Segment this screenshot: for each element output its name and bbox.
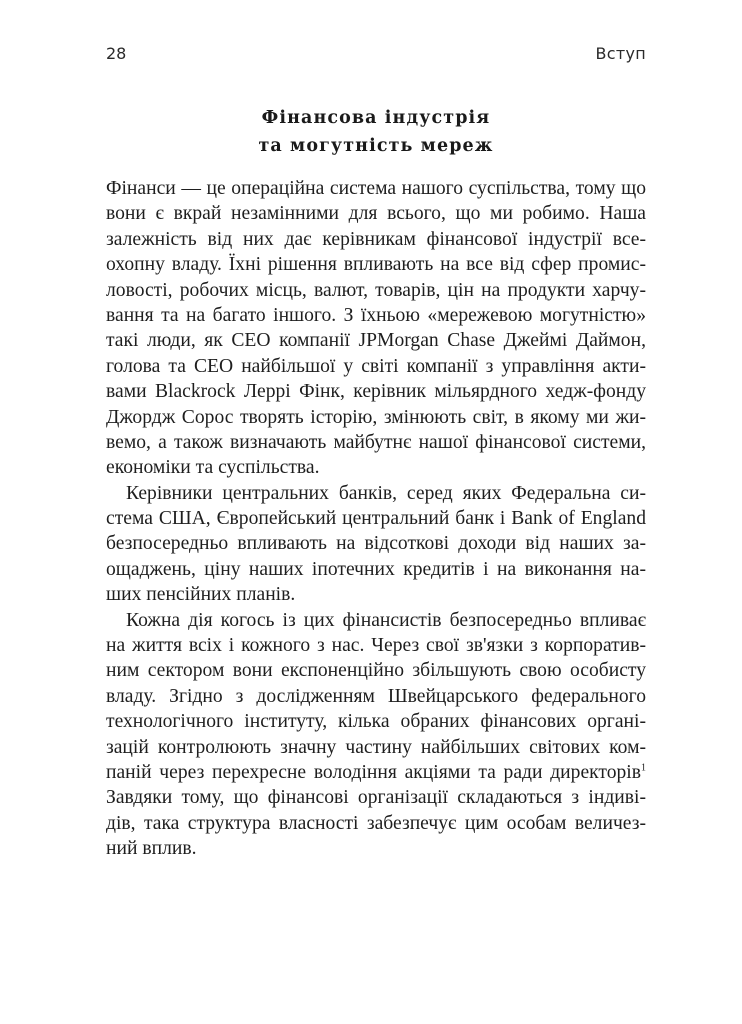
text-line: Кожна дія когось із цих фінансистів безпосередньо впливає xyxy=(126,609,646,631)
text-line: на життя всіх і кожного з нас. Через свої зв'язки з корпоратив- xyxy=(106,635,646,657)
text-line: вемо, а також визначають майбутнє нашої фінансової системи, xyxy=(106,431,646,453)
footnote-marker[interactable]: 1 xyxy=(641,762,646,774)
body-text xyxy=(106,176,646,862)
text-line: голова та CEO найбільшої у світі компанії з управління акти- xyxy=(106,355,646,377)
section-title-line-2: та могутність мереж xyxy=(258,136,494,156)
text-line: зацій контролюють значну частину найбільших світових ком- xyxy=(106,736,646,758)
text-line-content: паній через перехресне володіння акціями та ради директорів xyxy=(106,761,641,783)
text-line: вання та на багато іншого. З їхньою «мережевою могутністю» xyxy=(106,304,646,326)
text-line: безпосередньо впливають на відсоткові доходи від наших за- xyxy=(106,533,646,555)
text-line: Керівники центральних банків, серед яких Федеральна си- xyxy=(126,482,646,504)
text-line: ний вплив. xyxy=(106,838,197,860)
paragraph-1 xyxy=(106,176,646,481)
paragraph-2 xyxy=(106,481,646,608)
running-head: Вступ xyxy=(595,44,646,63)
text-line: ловості, робочих місць, валют, товарів, цін на продукти харчу- xyxy=(106,279,646,301)
text-line: залежність від них дає керівникам фінансової індустрії все- xyxy=(106,228,646,250)
text-line-with-footnote xyxy=(106,760,646,785)
section-title xyxy=(106,104,646,160)
text-line: Джордж Сорос творять історію, змінюють світ, в якому ми жи- xyxy=(106,406,646,428)
text-line: економіки та суспільства. xyxy=(106,457,320,479)
text-line: дів, така структура власності забезпечує цим особам величез- xyxy=(106,812,646,834)
paragraph-3 xyxy=(106,608,646,862)
section-title-line-1: Фінансова індустрія xyxy=(261,108,491,128)
text-line: ним сектором вони експоненційно збільшують свою особисту xyxy=(106,660,646,682)
text-line: такі люди, як CEO компанії JPMorgan Chase Джеймі Даймон, xyxy=(106,330,646,352)
text-line: вони є вкрай незамінними для всього, що ми робимо. Наша xyxy=(106,203,646,225)
text-line: ших пенсійних планів. xyxy=(106,584,296,606)
text-line: владу. Згідно з дослідженням Швейцарського федерального xyxy=(106,685,646,707)
text-line: охопну владу. Їхні рішення впливають на все від сфер промис- xyxy=(106,254,646,276)
text-line: Завдяки тому, що фінансові організації складаються з індиві- xyxy=(106,787,646,809)
text-line: Фінанси — це операційна система нашого суспільства, тому що xyxy=(106,178,646,199)
text-line: технологічного інституту, кілька обраних фінансових органі- xyxy=(106,711,646,733)
page-header xyxy=(106,44,646,68)
text-line: вами Blackrock Леррі Фінк, керівник мільярдного хедж-фонду xyxy=(106,381,646,403)
text-line: ощаджень, ціну наших іпотечних кредитів і на виконання на- xyxy=(106,558,646,580)
page-number: 28 xyxy=(106,44,127,63)
text-line: стема США, Європейський центральний банк і Bank of England xyxy=(106,508,646,530)
